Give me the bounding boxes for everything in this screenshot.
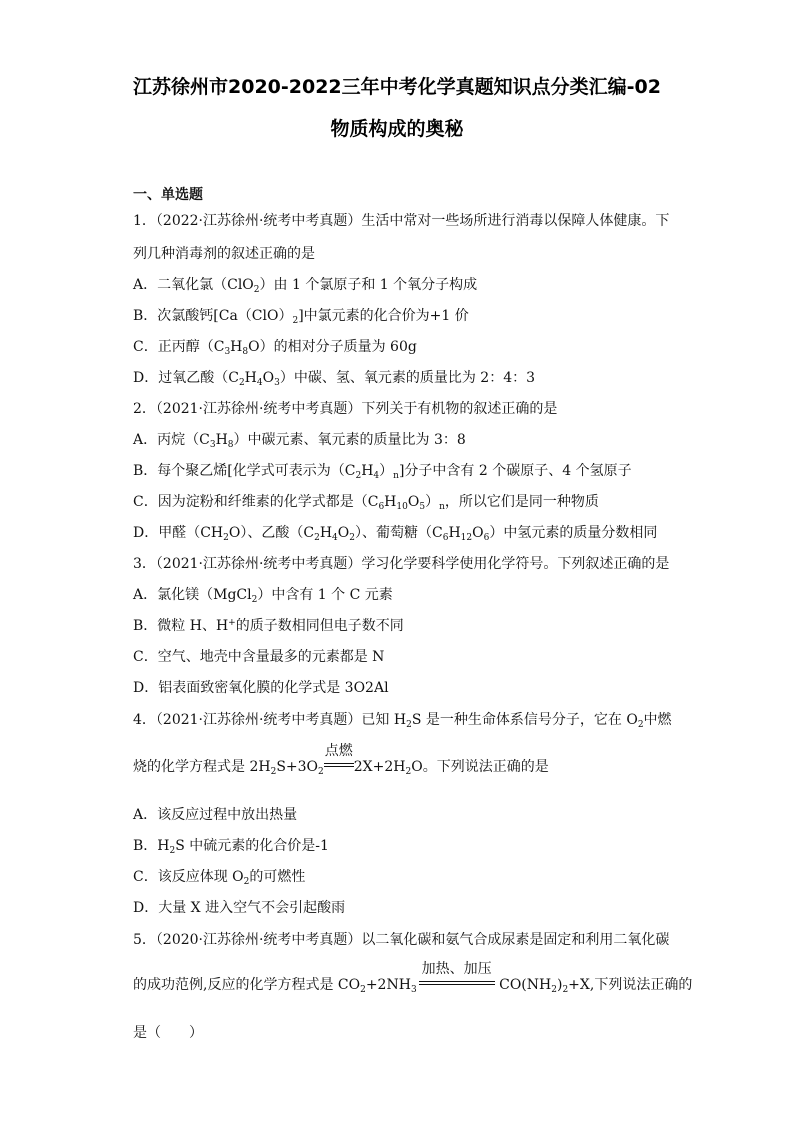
- question-1-option-a: A．二氧化氯（ClO$_2$）由 1 个氯原子和 1 个氧分子构成: [133, 277, 478, 295]
- question-3-stem: 3．（2021·江苏徐州·统考中考真题）学习化学要科学使用化学符号。下列叙述正确的是: [133, 556, 670, 572]
- question-4-stem-line2: 烧的化学方程式是 $2H_2S+3O_2$ 点燃 $2X+2H_2O$。下列说法正确的是: [133, 743, 549, 777]
- document-subtitle: 物质构成的奥秘: [330, 118, 464, 140]
- document-title: 江苏徐州市2020-2022三年中考化学真题知识点分类汇编-02: [133, 76, 661, 98]
- question-1-option-b: B．次氯酸钙$[Ca(ClO)_2]$中氯元素的化合价为+1 价: [133, 308, 469, 326]
- question-4-stem-line1: 4．（2021·江苏徐州·统考中考真题）已知 $H_2S$ 是一种生命体系信号分子，它在 $O_2$中燃: [133, 712, 672, 730]
- question-4-option-b: B．$H_2S$ 中硫元素的化合价是-1: [133, 838, 329, 856]
- question-3-option-b: B．微粒 H、H+的质子数相同但电子数不同: [133, 618, 404, 634]
- question-5-stem-line1: 5．（2020·江苏徐州·统考中考真题）以二氧化碳和氨气合成尿素是固定和利用二氧化碳: [133, 932, 670, 948]
- question-4-option-c: C．该反应体现 $O_2$的可燃性: [133, 869, 306, 887]
- question-1-option-c: C．正丙醇$(C_3H_8O)$的相对分子质量为 60g: [133, 339, 417, 357]
- question-4-option-a: A．该反应过程中放出热量: [133, 807, 298, 823]
- question-1-option-d: D．过氧乙酸$(C_2H_4O_3)$中碳、氢、氧元素的质量比为 2：4：3: [133, 370, 536, 388]
- question-3-option-a: A．氯化镁（MgCl$_2$）中含有 1 个 C 元素: [133, 587, 393, 605]
- question-4-option-d: D．大量 X 进入空气不会引起酸雨: [133, 900, 346, 916]
- question-2-option-d: D．甲醛$(CH_2O)$、乙酸$(C_2H_4O_2)$、葡萄糖$(C_6H_{12}O_6)$中氢元素的质量分数相同: [133, 525, 658, 543]
- question-3-option-c: C．空气、地壳中含量最多的元素都是 N: [133, 649, 385, 665]
- question-5-stem-line2: 的成功范例,反应的化学方程式是 $CO_2+2NH_3$ 加热、加压 $CO(NH_2)_2+X$,下列说法正确的: [133, 961, 693, 995]
- question-5-stem-line3: 是（ ）: [133, 1025, 203, 1041]
- question-1-stem-line1: 1．（2022·江苏徐州·统考中考真题）生活中常对一些场所进行消毒以保障人体健康。下: [133, 213, 670, 229]
- question-2-option-c: C．因为淀粉和纤维素的化学式都是$(C_6H_{10}O_5)_n$，所以它们是同一种物质: [133, 494, 599, 512]
- question-3-option-d: D．铝表面致密氧化膜的化学式是 3O2Al: [133, 680, 389, 696]
- question-2-stem: 2．（2021·江苏徐州·统考中考真题）下列关于有机物的叙述正确的是: [133, 401, 558, 417]
- reaction-condition: 点燃: [324, 763, 354, 771]
- question-2-option-a: A．丙烷$(C_3H_8)$中碳元素、氧元素的质量比为 3：8: [133, 432, 466, 450]
- question-2-option-b: B．每个聚乙烯[化学式可表示为$(C_2H_4)_n$]分子中含有 2 个碳原子、4 个氢原子: [133, 463, 632, 481]
- section-heading: 一、单选题: [133, 187, 203, 203]
- reaction-condition: 加热、加压: [419, 981, 495, 989]
- question-1-stem-line2: 列几种消毒剂的叙述正确的是: [133, 246, 315, 262]
